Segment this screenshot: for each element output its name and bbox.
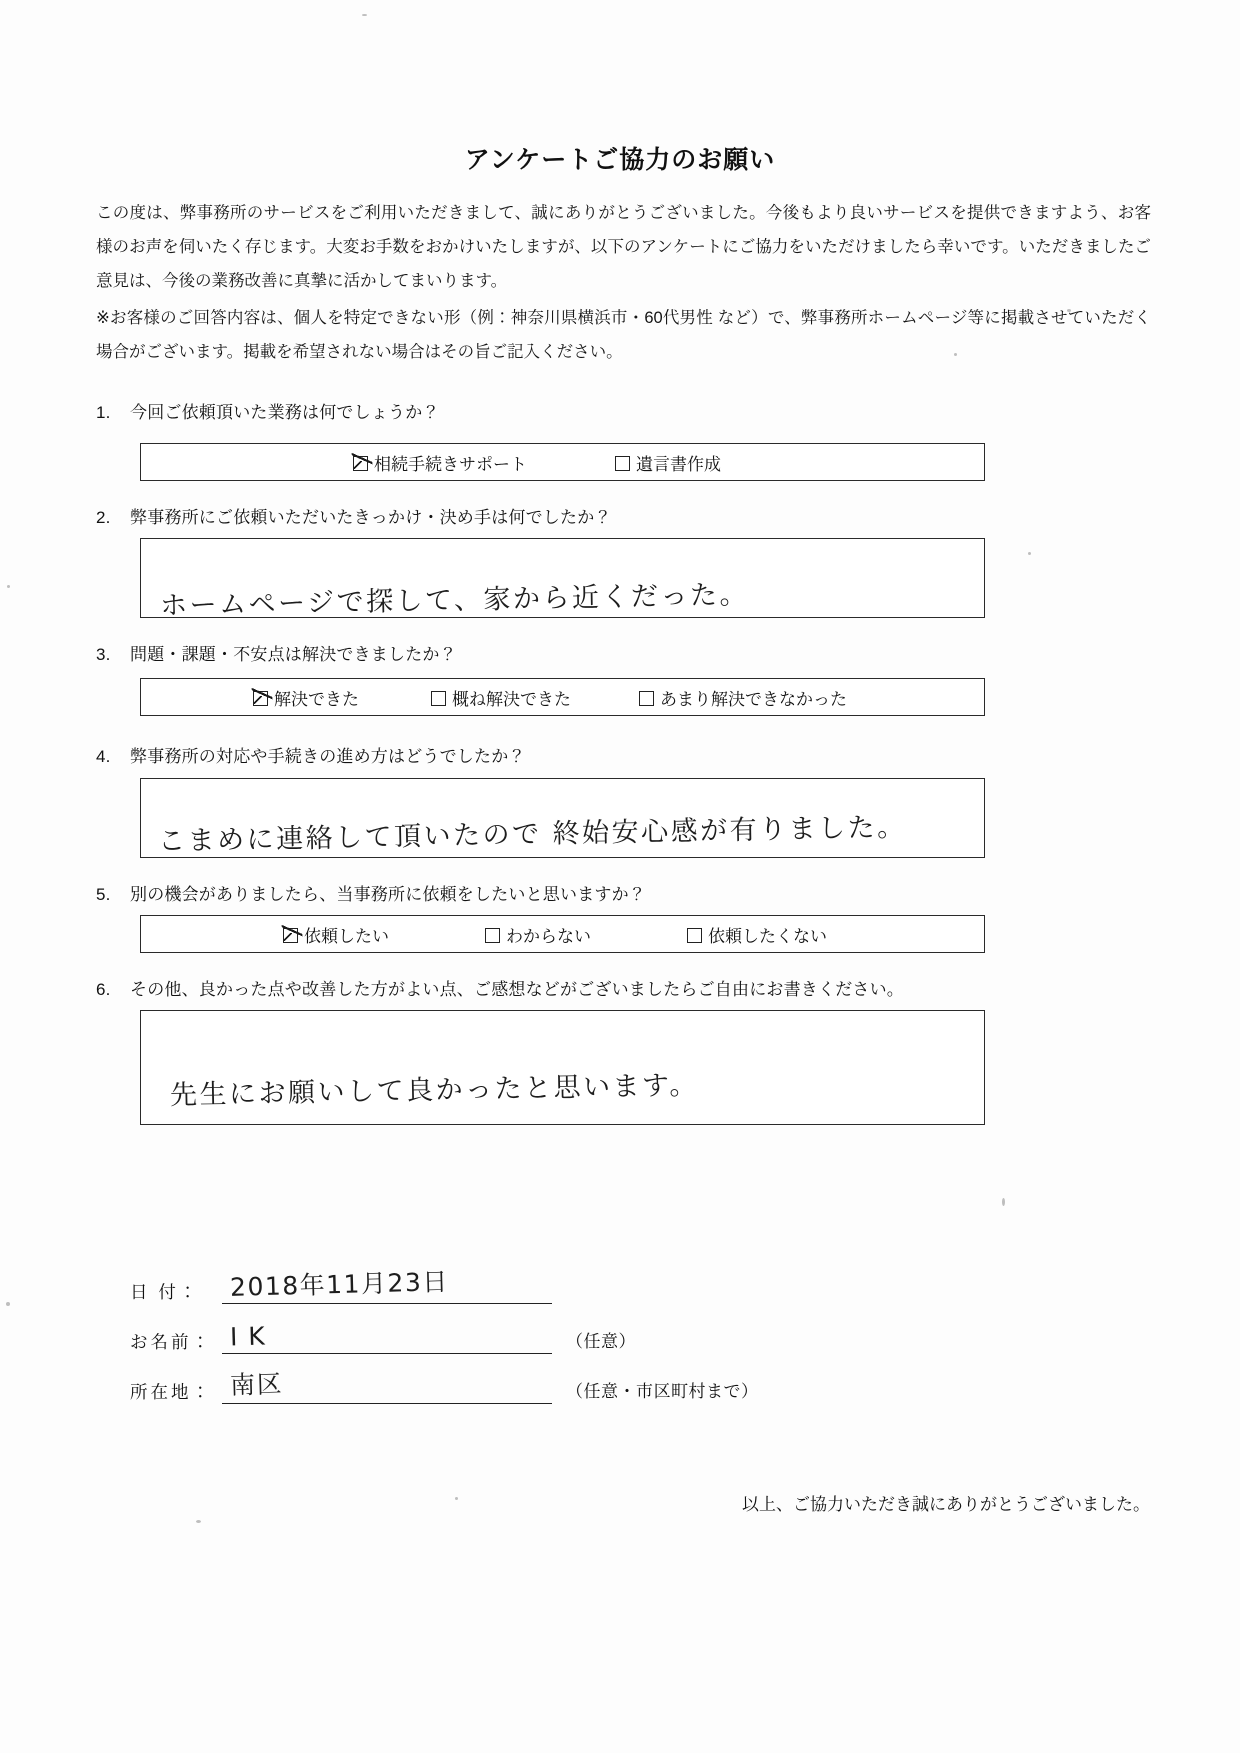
- choice-label: 依頼したい: [304, 926, 389, 946]
- choice-label: わからない: [506, 926, 591, 946]
- address-label: 所在地：: [130, 1382, 212, 1402]
- question-5-answer-box: [140, 915, 985, 953]
- question-1-choices: [141, 444, 984, 480]
- choice-inheritance-support[interactable]: [353, 450, 527, 475]
- intro-paragraph-1: この度は、弊事務所のサービスをご利用いただきまして、誠にありがとうございました。今後もより良いサービスを提供できますよう、お客様のお声を伺いたく存じます。大変お手数をおかけいたしますが、以下のアンケートにご協力をいただけましたら幸いです。いただきましたご意見は、今後の業務改善に真摯に活かしてまいります。: [96, 204, 1151, 290]
- scan-speck: [7, 585, 10, 588]
- question-2-text: 弊事務所にご依頼いただいたきっかけ・決め手は何でしたか？: [130, 508, 612, 527]
- question-4-text: 弊事務所の対応や手続きの進め方はどうでしたか？: [130, 747, 526, 766]
- choice-unsure[interactable]: [485, 922, 591, 947]
- name-input-line[interactable]: [222, 1321, 552, 1354]
- checkbox-icon[interactable]: [283, 928, 298, 943]
- choice-mostly-resolved[interactable]: [431, 685, 571, 710]
- question-5-number: 5.: [96, 885, 111, 904]
- choice-would-not-request[interactable]: [687, 922, 827, 947]
- question-3-text: 問題・課題・不安点は解決できましたか？: [130, 645, 457, 664]
- date-row: [130, 1267, 759, 1304]
- question-2-handwritten-answer: ホームページで探して、家から近くだった。: [159, 579, 750, 622]
- checkbox-icon[interactable]: [353, 456, 368, 471]
- choice-resolved[interactable]: [253, 685, 359, 710]
- address-optional-note: （任意・市区町村まで）: [566, 1382, 759, 1401]
- scan-speck: [1002, 1198, 1005, 1206]
- question-4: [96, 742, 526, 767]
- scan-speck: [196, 1520, 201, 1523]
- checkbox-icon[interactable]: [431, 691, 446, 706]
- question-1-answer-box: [140, 443, 985, 481]
- name-handwritten-value: I K: [229, 1321, 267, 1352]
- page-title: アンケートご協力のお願い: [464, 146, 776, 174]
- question-5-text: 別の機会がありましたら、当事務所に依頼をしたいと思いますか？: [130, 885, 646, 904]
- address-input-line[interactable]: [222, 1369, 552, 1404]
- choice-will-drafting[interactable]: [615, 450, 721, 475]
- choice-would-request[interactable]: [283, 922, 389, 947]
- checkbox-icon[interactable]: [485, 928, 500, 943]
- question-3-number: 3.: [96, 645, 111, 664]
- question-4-handwritten-answer: こまめに連絡して頂いたので 終始安心感が有りました。: [157, 811, 907, 858]
- checkbox-icon[interactable]: [687, 928, 702, 943]
- scan-speck: [1028, 552, 1031, 555]
- question-6-text: その他、良かった点や改善した方がよい点、ご感想などがございましたらご自由にお書きください。: [130, 980, 904, 999]
- question-4-number: 4.: [96, 747, 111, 766]
- name-row: [130, 1320, 759, 1354]
- question-6-handwritten-answer: 先生にお願いして良かったと思います。: [169, 1069, 700, 1112]
- checkbox-icon[interactable]: [615, 456, 630, 471]
- question-3-choices: [141, 679, 984, 715]
- choice-label: 遺言書作成: [636, 454, 721, 474]
- choice-label: あまり解決できなかった: [660, 689, 847, 709]
- question-6-number: 6.: [96, 980, 111, 999]
- question-6: [96, 975, 904, 1000]
- scan-speck: [362, 14, 367, 16]
- checkbox-icon[interactable]: [253, 691, 268, 706]
- name-label: お名前：: [130, 1332, 212, 1352]
- choice-label: 解決できた: [274, 689, 359, 709]
- question-1-text: 今回ご依頼頂いた業務は何でしょうか？: [130, 403, 440, 422]
- question-5-choices: [141, 916, 984, 952]
- name-optional-note: （任意）: [566, 1332, 636, 1351]
- choice-label: 概ね解決できた: [452, 689, 571, 709]
- intro-text: [96, 197, 1151, 374]
- choice-not-resolved[interactable]: [639, 685, 847, 710]
- question-3-answer-box: [140, 678, 985, 716]
- date-handwritten-value: 2018年11月23日: [229, 1267, 450, 1302]
- question-1-number: 1.: [96, 403, 111, 422]
- date-input-line[interactable]: [222, 1267, 552, 1304]
- signature-block: [130, 1267, 759, 1420]
- closing-message: 以上、ご協力いただき誠にありがとうございました。: [742, 1495, 1150, 1514]
- checkbox-icon[interactable]: [639, 691, 654, 706]
- scan-speck: [6, 1302, 10, 1306]
- question-2: [96, 503, 612, 528]
- address-row: [130, 1370, 759, 1404]
- intro-note: ※お客様のご回答内容は、個人を特定できない形（例：神奈川県横浜市・60代男性 など）で、弊事務所ホームページ等に掲載させていただく場合がございます。掲載を希望されない場合はその旨ご記入ください。: [96, 309, 1151, 362]
- choice-label: 相続手続きサポート: [374, 454, 527, 474]
- address-handwritten-value: 南区: [229, 1369, 284, 1400]
- question-3: [96, 640, 457, 665]
- question-2-number: 2.: [96, 508, 111, 527]
- date-label: 日 付：: [130, 1282, 200, 1302]
- question-1: [96, 398, 440, 423]
- question-5: [96, 880, 646, 905]
- choice-label: 依頼したくない: [708, 926, 827, 946]
